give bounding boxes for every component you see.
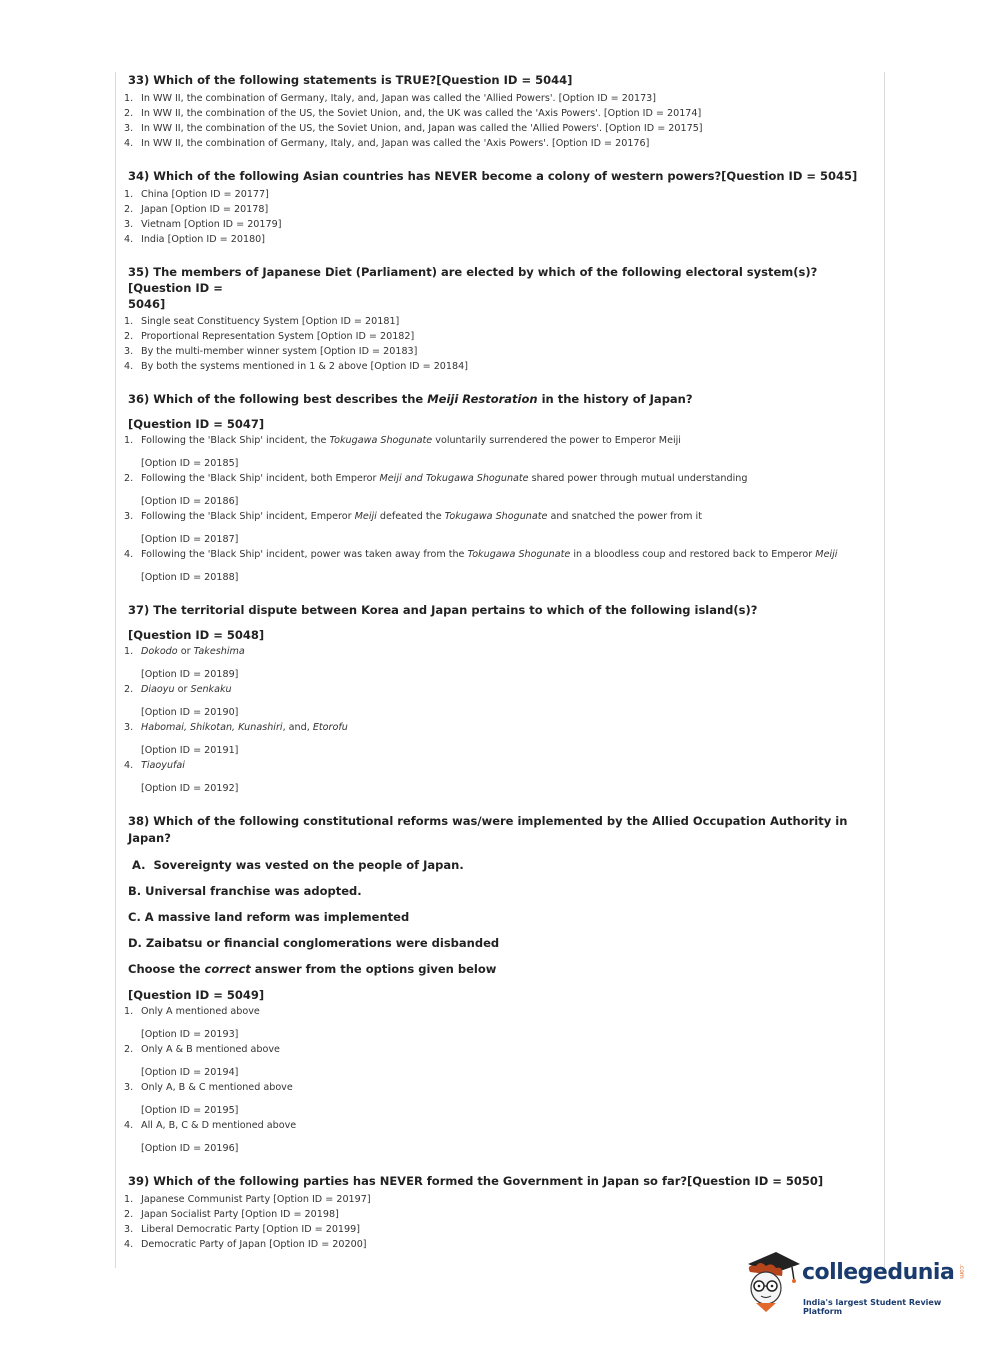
choose-instruction: Choose the correct answer from the options given below — [128, 962, 497, 976]
option-1: 1. Only A mentioned above — [124, 1006, 260, 1017]
option-3: 3. By the multi-member winner system [Option ID = 20183] — [124, 346, 418, 357]
logo-tagline: India's largest Student Review Platform — [803, 1298, 942, 1316]
option-4: 4. By both the systems mentioned in 1 & 2 above [Option ID = 20184] — [124, 361, 468, 372]
option-1: 1. In WW II, the combination of Germany, Italy, and, Japan was called the 'Allied Powers'. [Option ID = 20173] — [124, 93, 657, 104]
page-left-border — [115, 72, 116, 1268]
question-heading: 35) The members of Japanese Diet (Parliament) are elected by which of the following electoral system(s)?[Question ID = — [128, 265, 818, 295]
collegedunia-logo[interactable] — [742, 1250, 972, 1320]
question-content — [124, 72, 859, 1252]
option-2: 2. In WW II, the combination of the US, the Soviet Union, and, the UK was called the 'Axis Powers'. [Option ID = 20174] — [124, 108, 702, 119]
option-4: 4. Democratic Party of Japan [Option ID = 20200] — [124, 1239, 367, 1250]
option-3: 3. Only A, B & C mentioned above — [124, 1082, 293, 1093]
option-id: [Option ID = 20192] — [141, 783, 239, 794]
question-id: [Question ID = 5049] — [128, 988, 265, 1002]
option-id: [Option ID = 20187] — [141, 534, 239, 545]
logo-suffix: .com — [958, 1264, 965, 1279]
option-3: 3. Habomai, Shikotan, Kunashiri, and, Etorofu — [124, 722, 348, 733]
option-id: [Option ID = 20195] — [141, 1105, 239, 1116]
question-heading: 38) Which of the following constitutional reforms was/were implemented by the Allied Occupation Authority in Japan? — [128, 814, 848, 845]
option-id: [Option ID = 20190] — [141, 707, 239, 718]
option-1: 1. Dokodo or Takeshima — [124, 646, 245, 657]
option-id: [Option ID = 20193] — [141, 1029, 239, 1040]
option-2: 2. Japan Socialist Party [Option ID = 20198] — [124, 1209, 339, 1220]
option-id: [Option ID = 20185] — [141, 458, 239, 469]
option-1: 1. Single seat Constituency System [Option ID = 20181] — [124, 316, 400, 327]
option-4: 4. India [Option ID = 20180] — [124, 234, 266, 245]
option-2: 2. Diaoyu or Senkaku — [124, 684, 232, 695]
statement-a: A. Sovereignty was vested on the people of Japan. — [128, 858, 464, 872]
option-4: 4. Following the 'Black Ship' incident, power was taken away from the Tokugawa Shogunate in a bloodless coup and restored back to Emperor Meiji — [124, 549, 838, 560]
option-3: 3. Vietnam [Option ID = 20179] — [124, 219, 282, 230]
question-35 — [124, 264, 859, 374]
question-heading: 39) Which of the following parties has NEVER formed the Government in Japan so far?[Question ID = 5050] — [128, 1174, 824, 1188]
question-37 — [124, 602, 859, 796]
option-4: 4. All A, B, C & D mentioned above — [124, 1120, 297, 1131]
option-2: 2. Only A & B mentioned above — [124, 1044, 280, 1055]
option-4: 4. In WW II, the combination of Germany, Italy, and, Japan was called the 'Axis Powers'. [Option ID = 20176] — [124, 138, 650, 149]
page-right-border — [884, 72, 885, 1268]
question-38 — [124, 813, 859, 1156]
question-39 — [124, 1173, 859, 1252]
statement-d: D. Zaibatsu or financial conglomerations were disbanded — [128, 936, 500, 950]
option-3: 3. Following the 'Black Ship' incident, Emperor Meiji defeated the Tokugawa Shogunate and snatched the power from it — [124, 511, 702, 522]
option-id: [Option ID = 20188] — [141, 572, 239, 583]
logo-wordmark: collegedunia — [802, 1260, 955, 1285]
question-heading: 33) Which of the following statements is TRUE?[Question ID = 5044] — [128, 73, 573, 87]
option-id: [Option ID = 20194] — [141, 1067, 239, 1078]
option-3: 3. Liberal Democratic Party [Option ID = 20199] — [124, 1224, 360, 1235]
statement-b: B. Universal franchise was adopted. — [128, 884, 362, 898]
option-1: 1. China [Option ID = 20177] — [124, 189, 269, 200]
option-id: [Option ID = 20191] — [141, 745, 239, 756]
question-heading: 36) Which of the following best describes the Meiji Restoration in the history of Japan? — [128, 392, 693, 406]
option-id: [Option ID = 20189] — [141, 669, 239, 680]
question-id: [Question ID = 5047] — [128, 417, 265, 431]
option-3: 3. In WW II, the combination of the US, the Soviet Union, and, Japan was called the 'Allied Powers'. [Option ID = 20175] — [124, 123, 703, 134]
mascot-icon — [742, 1250, 802, 1316]
option-2: 2. Japan [Option ID = 20178] — [124, 204, 269, 215]
option-1: 1. Following the 'Black Ship' incident, the Tokugawa Shogunate voluntarily surrendered the power to Emperor Meiji — [124, 435, 681, 446]
option-1: 1. Japanese Communist Party [Option ID = 20197] — [124, 1194, 371, 1205]
statement-c: C. A massive land reform was implemented — [128, 910, 410, 924]
option-id: [Option ID = 20196] — [141, 1143, 239, 1154]
question-heading: 37) The territorial dispute between Korea and Japan pertains to which of the following island(s)? — [128, 603, 758, 617]
question-id: [Question ID = 5048] — [128, 628, 265, 642]
question-33 — [124, 72, 859, 151]
option-id: [Option ID = 20186] — [141, 496, 239, 507]
question-heading: 34) Which of the following Asian countries has NEVER become a colony of western powers?[Question ID = 5045] — [128, 169, 858, 183]
option-2: 2. Proportional Representation System [Option ID = 20182] — [124, 331, 415, 342]
question-36 — [124, 391, 859, 585]
option-2: 2. Following the 'Black Ship' incident, both Emperor Meiji and Tokugawa Shogunate shared power through mutual understanding — [124, 473, 748, 484]
question-heading-cont: 5046] — [128, 297, 166, 311]
question-34 — [124, 168, 859, 247]
option-4: 4. Tiaoyufai — [124, 760, 185, 771]
